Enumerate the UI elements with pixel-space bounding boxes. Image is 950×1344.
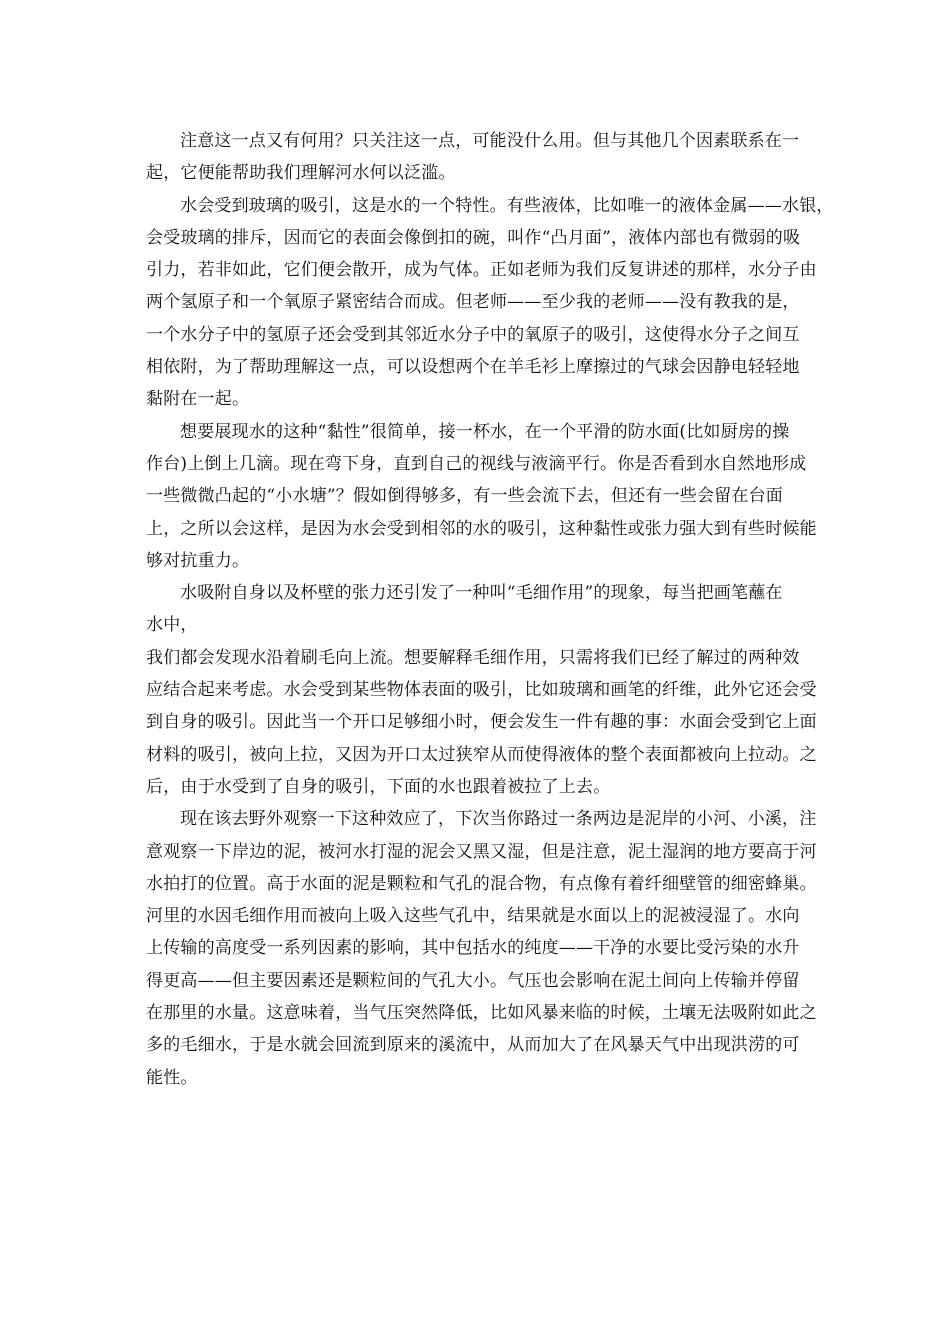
text-line: 上传输的高度受一系列因素的影响，其中包括水的纯度——干净的水要比受污染的水升	[146, 938, 800, 959]
text-line: 够对抗重力。	[146, 550, 250, 571]
text-line: 得更高——但主要因素还是颗粒间的气孔大小。气压也会影响在泥土间向上传输并停留	[146, 970, 800, 991]
text-line: 引力，若非如此，它们便会散开，成为气体。正如老师为我们反复讲述的那样，水分子由	[146, 260, 817, 281]
text-line: 想要展现水的这种“黏性”很简单，接一杯水，在一个平滑的防水面(比如厨房的操	[180, 421, 790, 442]
text-line: 材料的吸引，被向上拉，又因为开口太过狭窄从而使得液体的整个表面都被向上拉动。之	[146, 744, 817, 765]
text-line: 注意这一点又有何用？只关注这一点，可能没什么用。但与其他几个因素联系在一	[180, 131, 800, 151]
text-line: 后，由于水受到了自身的吸引，下面的水也跟着被拉了上去。	[146, 776, 611, 797]
text-line: 一些微微凸起的“小水塘”？假如倒得够多，有一些会流下去，但还有一些会留在台面	[146, 486, 783, 507]
text-line: 作台)上倒上几滴。现在弯下身，直到自己的视线与液滴平行。你是否看到水自然地形成	[146, 453, 807, 474]
text-line: 我们都会发现水沿着刷毛向上流。想要解释毛细作用，只需将我们已经了解过的两种效	[146, 647, 800, 668]
text-line: 一个水分子中的氢原子还会受到其邻近水分子中的氧原子的吸引，这使得水分子之间互	[146, 324, 800, 345]
text-line: 两个氢原子和一个氧原子紧密结合而成。但老师——至少我的老师——没有教我的是，	[146, 292, 800, 313]
text-line: 起，它便能帮助我们理解河水何以泛滥。	[146, 163, 456, 184]
text-line: 能性。	[146, 1067, 198, 1088]
text-line: 在那里的水量。这意味着，当气压突然降低，比如风暴来临的时候，土壤无法吸附如此之	[146, 1003, 817, 1024]
text-line: 相依附，为了帮助理解这一点，可以设想两个在羊毛衫上摩擦过的气球会因静电轻轻地	[146, 357, 800, 378]
text-line: 水拍打的位置。高于水面的泥是颗粒和气孔的混合物，有点像有着纤细壁管的细密蜂巢。	[146, 873, 817, 894]
text-line: 到自身的吸引。因此当一个开口足够细小时，便会发生一件有趣的事：水面会受到它上面	[146, 712, 817, 733]
document-body	[146, 125, 834, 1094]
text-line: 应结合起来考虑。水会受到某些物体表面的吸引，比如玻璃和画笔的纤维，此外它还会受	[146, 680, 817, 701]
text-line: 会受玻璃的排斥，因而它的表面会像倒扣的碗，叫作“凸月面”，液体内部也有微弱的吸	[146, 227, 801, 248]
text-line: 意观察一下岸边的泥，被河水打湿的泥会又黑又湿，但是注意，泥土湿润的地方要高于河	[146, 841, 817, 862]
text-line: 多的毛细水，于是水就会回流到原来的溪流中，从而加大了在风暴天气中出现洪涝的可	[146, 1035, 800, 1056]
text-line: 水中，	[146, 615, 198, 636]
text-line: 上，之所以会这样，是因为水会受到相邻的水的吸引，这种黏性或张力强大到有些时候能	[146, 518, 817, 539]
text-line: 水吸附自身以及杯壁的张力还引发了一种叫“毛细作用”的现象，每当把画笔蘸在	[180, 583, 783, 604]
text-line: 黏附在一起。	[146, 389, 250, 410]
text-line: 水会受到玻璃的吸引，这是水的一个特性。有些液体，比如唯一的液体金属——水银，	[180, 195, 834, 216]
text-line: 现在该去野外观察一下这种效应了，下次当你路过一条两边是泥岸的小河、小溪，注	[180, 809, 817, 830]
text-line: 河里的水因毛细作用而被向上吸入这些气孔中，结果就是水面以上的泥被浸湿了。水向	[146, 906, 800, 927]
